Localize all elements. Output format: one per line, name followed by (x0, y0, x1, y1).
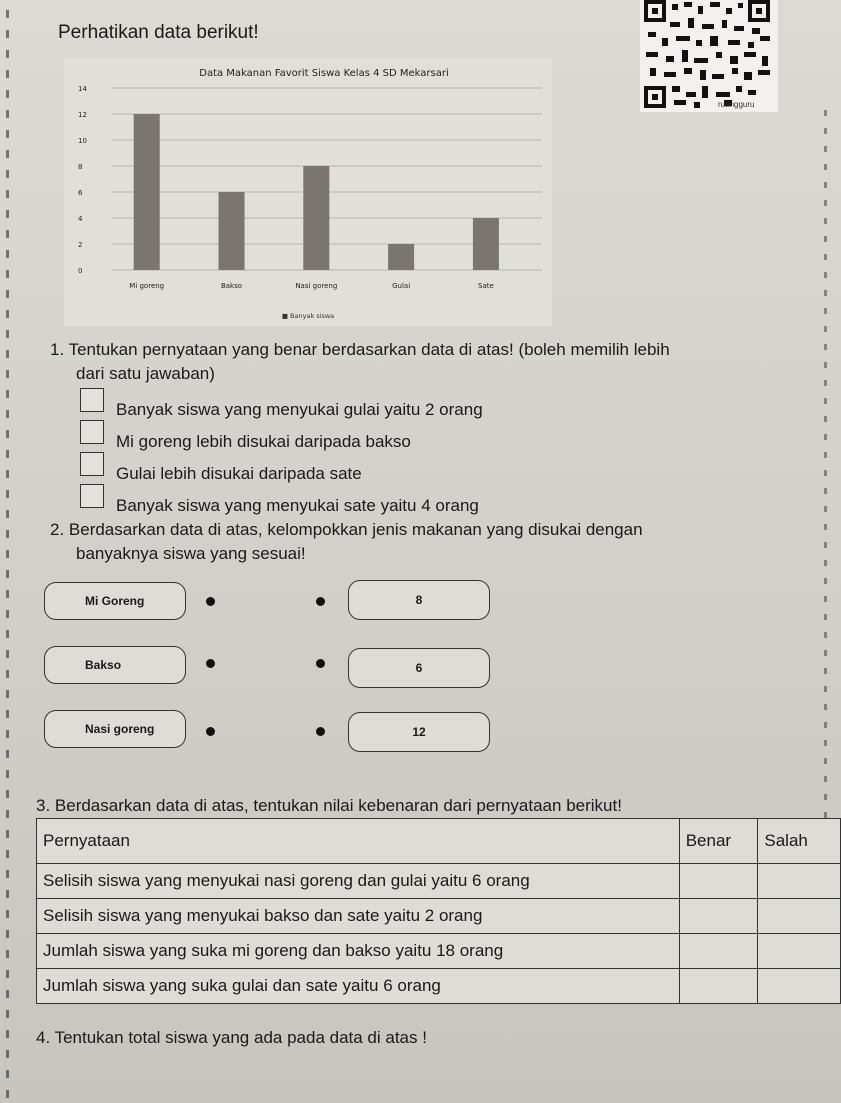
qr-code[interactable] (640, 0, 778, 112)
match-right-8[interactable]: 8 (348, 580, 490, 620)
y-tick-label: 8 (78, 163, 83, 171)
question-4-text: 4. Tentukan total siswa yang ada pada data di atas ! (36, 1028, 427, 1047)
y-tick-label: 14 (78, 85, 87, 93)
match-dot-right-1[interactable] (316, 597, 325, 606)
statement-cell: Jumlah siswa yang suka gulai dan sate yaitu 6 orang (37, 969, 680, 1004)
question-3-text: 3. Berdasarkan data di atas, tentukan nilai kebenaran dari pernyataan berikut! (36, 796, 622, 815)
statement-cell: Selisih siswa yang menyukai bakso dan sate yaitu 2 orang (37, 899, 680, 934)
option-4-label: Banyak siswa yang menyukai sate yaitu 4 orang (116, 496, 479, 515)
benar-answer-cell[interactable] (679, 969, 758, 1004)
table-row (37, 969, 841, 1004)
legend-label: ■ Banyak siswa (281, 312, 335, 320)
benar-answer-cell[interactable] (679, 899, 758, 934)
qr-code-image (640, 0, 778, 112)
statement-cell: Jumlah siswa yang suka mi goreng dan bakso yaitu 18 orang (37, 934, 680, 969)
header-salah: Salah (758, 819, 841, 864)
table-row (37, 934, 841, 969)
y-tick-label: 0 (78, 267, 83, 275)
match-dot-right-2[interactable] (316, 659, 325, 668)
question-1-text-cont: dari satu jawaban) (76, 364, 215, 383)
match-dot-left-3[interactable] (206, 727, 215, 736)
intro-text: Perhatikan data berikut! (58, 22, 259, 43)
qr-brand-label: ruangguru (718, 100, 755, 109)
salah-answer-cell[interactable] (758, 864, 841, 899)
y-tick-label: 4 (78, 215, 83, 223)
match-dot-right-3[interactable] (316, 727, 325, 736)
match-right-12[interactable]: 12 (348, 712, 490, 752)
bar-chart (64, 58, 552, 326)
spiral-binding (6, 10, 9, 1100)
option-2-label: Mi goreng lebih disukai daripada bakso (116, 432, 411, 451)
option-1-checkbox[interactable] (80, 388, 104, 412)
match-left-mi-goreng[interactable]: Mi Goreng (44, 582, 186, 620)
bar-mi-goreng (134, 114, 160, 270)
option-3-checkbox[interactable] (80, 452, 104, 476)
statement-cell: Selisih siswa yang menyukai nasi goreng dan gulai yaitu 6 orang (37, 864, 680, 899)
x-tick-label: Nasi goreng (295, 282, 338, 290)
y-tick-label: 10 (78, 137, 87, 145)
y-tick-label: 2 (78, 241, 83, 249)
truth-table-header (37, 819, 841, 864)
match-left-bakso[interactable]: Bakso (44, 646, 186, 684)
option-2-checkbox[interactable] (80, 420, 104, 444)
benar-answer-cell[interactable] (679, 934, 758, 969)
match-left-nasi-goreng[interactable]: Nasi goreng (44, 710, 186, 748)
y-tick-label: 12 (78, 111, 87, 119)
option-1-label: Banyak siswa yang menyukai gulai yaitu 2 orang (116, 400, 483, 419)
match-dot-left-2[interactable] (206, 659, 215, 668)
salah-answer-cell[interactable] (758, 934, 841, 969)
salah-answer-cell[interactable] (758, 899, 841, 934)
option-3-label: Gulai lebih disukai daripada sate (116, 464, 362, 483)
table-row (37, 899, 841, 934)
x-tick-label: Sate (478, 282, 494, 290)
bar-sate (473, 218, 499, 270)
header-pernyataan: Pernyataan (37, 819, 680, 864)
y-tick-label: 6 (78, 189, 83, 197)
bar-gulai (388, 244, 414, 270)
match-right-6[interactable]: 6 (348, 648, 490, 688)
x-tick-label: Gulai (392, 282, 411, 290)
bar-nasi-goreng (303, 166, 329, 270)
match-dot-left-1[interactable] (206, 597, 215, 606)
chart-title: Data Makanan Favorit Siswa Kelas 4 SD Mekarsari (199, 68, 449, 79)
x-tick-label: Bakso (220, 282, 243, 290)
question-1-text: 1. Tentukan pernyataan yang benar berdasarkan data di atas! (boleh memilih lebih (50, 340, 670, 359)
bar-chart-svg (64, 58, 552, 326)
salah-answer-cell[interactable] (758, 969, 841, 1004)
option-4-checkbox[interactable] (80, 484, 104, 508)
benar-answer-cell[interactable] (679, 864, 758, 899)
x-tick-label: Mi goreng (129, 282, 165, 290)
table-row (37, 864, 841, 899)
question-2-text: 2. Berdasarkan data di atas, kelompokkan jenis makanan yang disukai dengan (50, 520, 643, 539)
header-benar: Benar (679, 819, 758, 864)
question-2-text-cont: banyaknya siswa yang sesuai! (76, 544, 306, 563)
truth-table (36, 818, 841, 1004)
bar-bakso (219, 192, 245, 270)
